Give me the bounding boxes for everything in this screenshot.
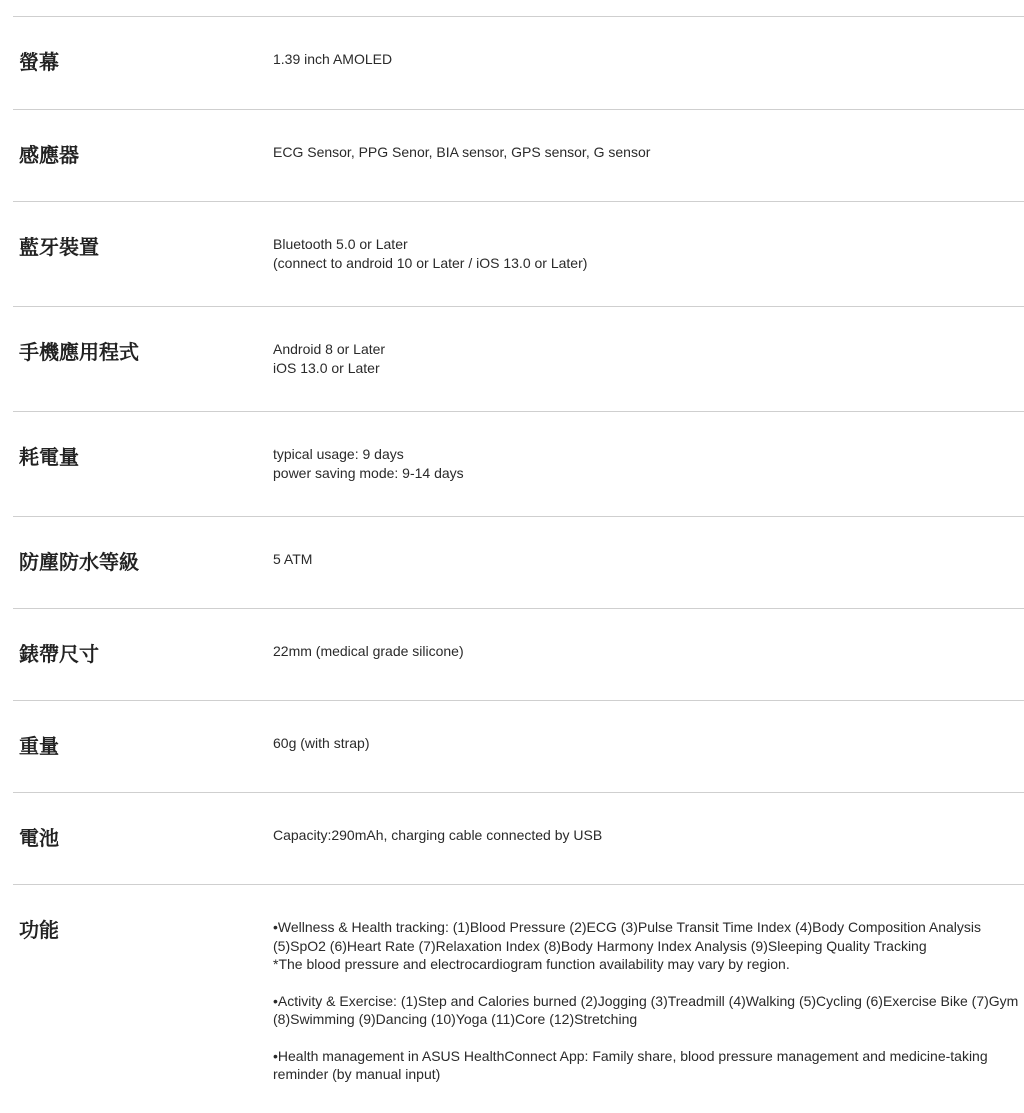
spec-value-line: Capacity:290mAh, charging cable connected by USB <box>273 827 603 843</box>
spec-value-line: 60g (with strap) <box>273 735 370 751</box>
spec-value <box>273 340 1013 377</box>
spec-row-mobile-app <box>13 307 1024 412</box>
spec-row-weight <box>13 701 1024 793</box>
spec-label: 手機應用程式 <box>19 340 139 364</box>
spec-value-line: Android 8 or Later <box>273 341 386 357</box>
spec-label: 感應器 <box>19 143 79 167</box>
spec-value <box>273 235 1013 272</box>
spec-value <box>273 445 1013 482</box>
spec-row-water-resistance <box>13 517 1024 609</box>
spec-label: 功能 <box>19 918 59 942</box>
feature-line: (8)Swimming (9)Dancing (10)Yoga (11)Core (12)Stretching <box>273 1011 638 1027</box>
spec-row-bluetooth <box>13 202 1024 307</box>
spec-value-line: ECG Sensor, PPG Senor, BIA sensor, GPS sensor, G sensor <box>273 144 651 160</box>
spec-row-display <box>13 17 1024 110</box>
spec-value-line: 22mm (medical grade silicone) <box>273 643 464 659</box>
spec-value-line: 5 ATM <box>273 551 313 567</box>
feature-paragraph-wellness <box>273 918 1013 974</box>
feature-line: *The blood pressure and electrocardiogram function availability may vary by region. <box>273 956 790 972</box>
spec-value <box>273 642 1013 661</box>
feature-line: (5)SpO2 (6)Heart Rate (7)Relaxation Index (8)Body Harmony Index Analysis (9)Sleeping Quality Tracking <box>273 937 927 954</box>
spec-label: 電池 <box>19 826 59 850</box>
feature-line: •Health management in ASUS HealthConnect App: Family share, blood pressure management and medicine-taking <box>273 1047 988 1064</box>
spec-row-battery <box>13 793 1024 885</box>
spec-table <box>13 16 1024 1105</box>
feature-line: reminder (by manual input) <box>273 1066 441 1082</box>
feature-paragraph-activity <box>273 992 1019 1029</box>
spec-value-line: iOS 13.0 or Later <box>273 359 380 376</box>
feature-paragraph-health-management <box>273 1047 1013 1084</box>
spec-label: 螢幕 <box>19 50 59 74</box>
features-list <box>273 918 1019 1084</box>
spec-label: 耗電量 <box>19 445 79 469</box>
spec-value <box>273 826 1013 845</box>
spec-value <box>273 550 1013 569</box>
spec-label: 藍牙裝置 <box>19 235 99 259</box>
spec-row-sensors <box>13 110 1024 202</box>
spec-label: 錶帶尺寸 <box>19 642 99 666</box>
spec-row-battery-life <box>13 412 1024 517</box>
spec-row-strap-size <box>13 609 1024 701</box>
spec-value-line: typical usage: 9 days <box>273 446 404 462</box>
spec-value-line: Bluetooth 5.0 or Later <box>273 236 408 252</box>
feature-line: •Wellness & Health tracking: (1)Blood Pressure (2)ECG (3)Pulse Transit Time Index (4)Body Composition Analysis <box>273 919 982 935</box>
feature-line: •Activity & Exercise: (1)Step and Calories burned (2)Jogging (3)Treadmill (4)Walking (5)Cycling (6)Exercise Bike (7)Gym <box>273 992 1019 1009</box>
spec-value-line: 1.39 inch AMOLED <box>273 51 393 67</box>
spec-value <box>273 143 1013 162</box>
spec-label: 防塵防水等級 <box>19 550 139 574</box>
spec-value <box>273 50 1013 69</box>
spec-row-features <box>13 885 1024 1105</box>
spec-value <box>273 734 1013 753</box>
spec-value-line: (connect to android 10 or Later / iOS 13.0 or Later) <box>273 254 588 271</box>
spec-label: 重量 <box>19 734 59 758</box>
spec-value-line: power saving mode: 9-14 days <box>273 464 464 481</box>
